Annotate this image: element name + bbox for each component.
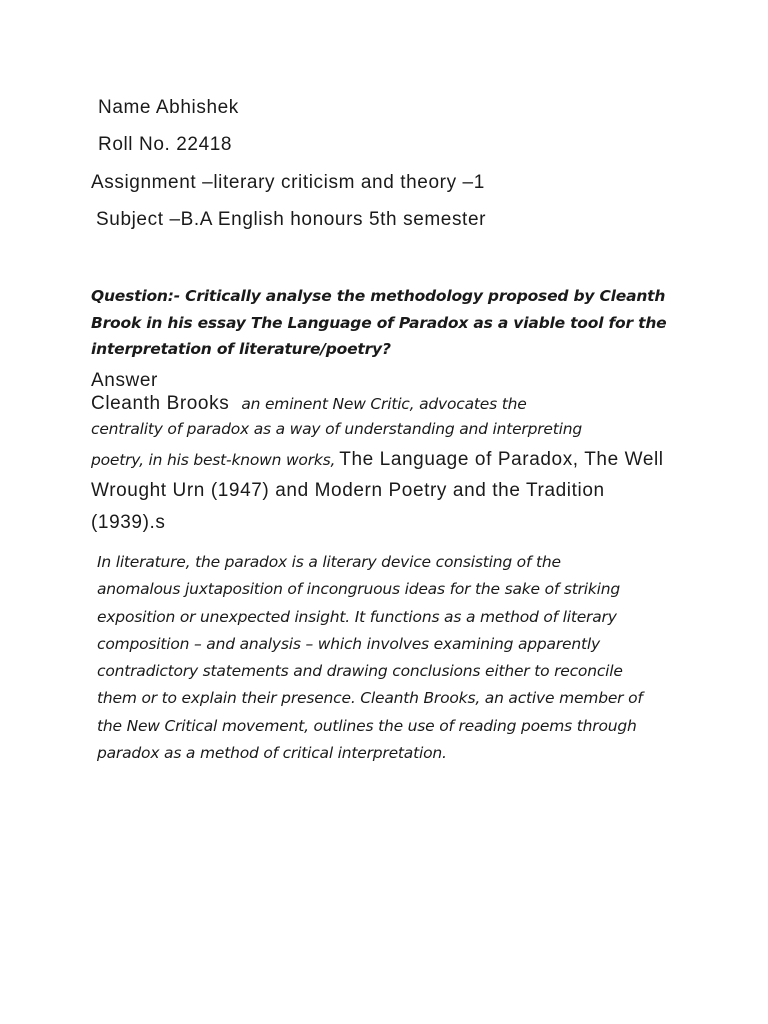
paragraph-line: composition – and analysis – which involves examining apparently [97, 634, 600, 653]
student-name: Name Abhishek [98, 97, 239, 118]
answer-line-3 [91, 449, 664, 471]
answer-author-name: Cleanth Brooks [91, 393, 230, 414]
paragraph-line: In literature, the paradox is a literary device consisting of the [97, 553, 561, 571]
question-line: Question:- Critically analyse the methodology proposed by Cleanth [91, 287, 666, 305]
question-line: Brook in his essay The Language of Paradox as a viable tool for the [91, 313, 667, 332]
paragraph-line: exposition or unexpected insight. It functions as a method of literary [97, 607, 617, 626]
paragraph-line: contradictory statements and drawing conclusions either to reconcile [97, 662, 623, 681]
paragraph-line: paradox as a method of critical interpretation. [97, 744, 447, 763]
question-line: interpretation of literature/poetry? [91, 340, 391, 358]
answer-line-1 [91, 393, 527, 415]
paragraph-line: the New Critical movement, outlines the use of reading poems through [97, 716, 637, 735]
answer-line-4: Wrought Urn (1947) and Modern Poetry and the Tradition [91, 480, 605, 501]
roll-number: Roll No. 22418 [98, 134, 233, 155]
answer-line-1-rest: an eminent New Critic, advocates the [241, 395, 527, 413]
assignment-title: Assignment –literary criticism and theory –1 [91, 172, 485, 193]
paragraph-line: them or to explain their presence. Cleanth Brooks, an active member of [97, 689, 643, 708]
answer-line-2: centrality of paradox as a way of understanding and interpreting [91, 420, 582, 438]
answer-line-3-italic: poetry, in his best-known works, [91, 451, 336, 469]
answer-line-5: (1939).s [91, 512, 166, 533]
paradox-paragraph [97, 549, 697, 767]
paragraph-line: anomalous juxtaposition of incongruous ideas for the sake of striking [97, 580, 621, 599]
question-block [91, 283, 691, 363]
answer-line-3-rest: The Language of Paradox, The Well [339, 449, 664, 470]
subject-line: Subject –B.A English honours 5th semester [96, 209, 487, 230]
answer-label: Answer [91, 370, 158, 391]
